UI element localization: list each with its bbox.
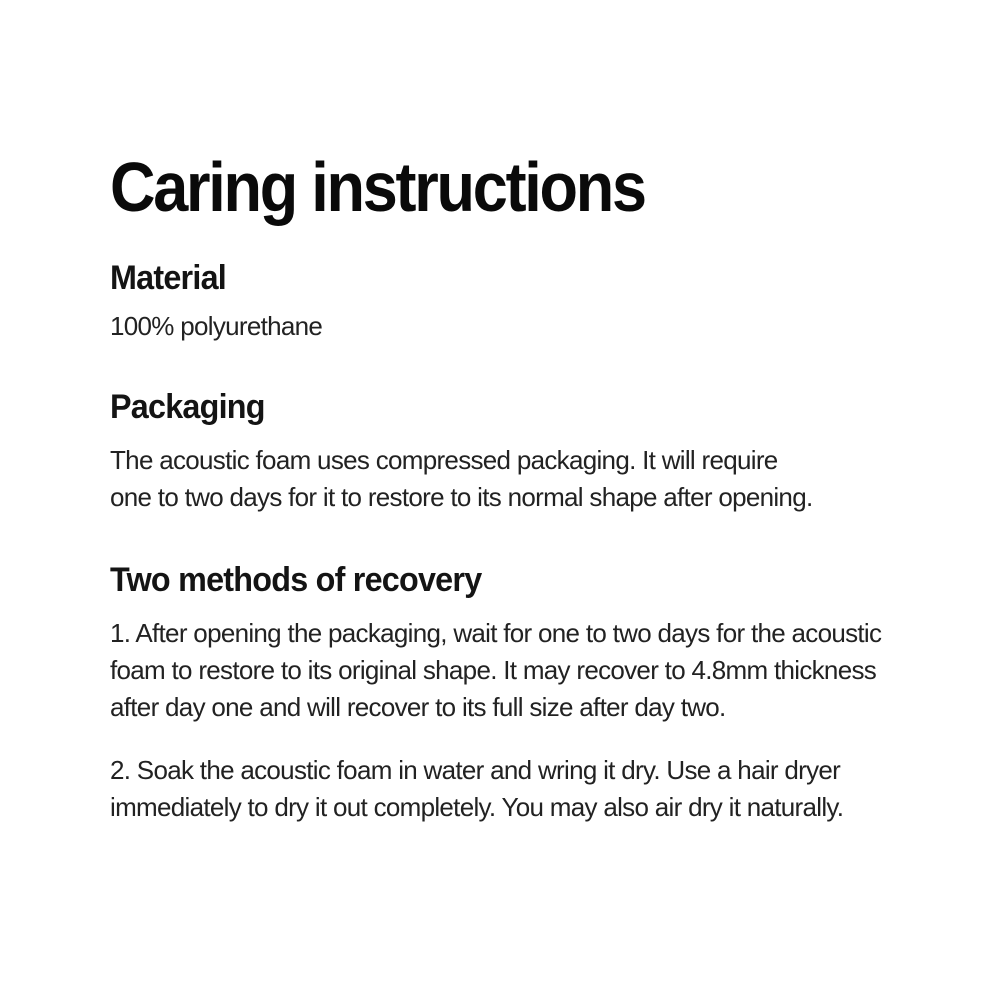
recovery-method-2-line: immediately to dry it out completely. You may also air dry it naturally. [110, 791, 844, 822]
packaging-heading: Packaging [110, 388, 265, 427]
section-recovery [110, 560, 910, 826]
packaging-body-line: one to two days for it to restore to its normal shape after opening. [110, 482, 813, 513]
section-material [110, 258, 910, 346]
section-packaging [110, 387, 910, 516]
recovery-method-1-line: foam to restore to its original shape. It may recover to 4.8mm thickness [110, 654, 877, 685]
packaging-body-line: The acoustic foam uses compressed packaging. It will require [110, 445, 778, 476]
material-heading: Material [110, 258, 227, 297]
recovery-method-1-line: after day one and will recover to its full size after day two. [110, 691, 726, 722]
page-title: Caring instructions [110, 148, 645, 226]
recovery-method-2-line: 2. Soak the acoustic foam in water and wring it dry. Use a hair dryer [110, 754, 841, 785]
recovery-method-1-line: 1. After opening the packaging, wait for one to two days for the acoustic [110, 617, 882, 648]
recovery-heading: Two methods of recovery [110, 561, 482, 600]
packaging-paragraph [110, 442, 910, 516]
material-body-line: 100% polyurethane [110, 311, 323, 342]
recovery-method-2 [110, 752, 910, 826]
recovery-method-1 [110, 615, 910, 726]
